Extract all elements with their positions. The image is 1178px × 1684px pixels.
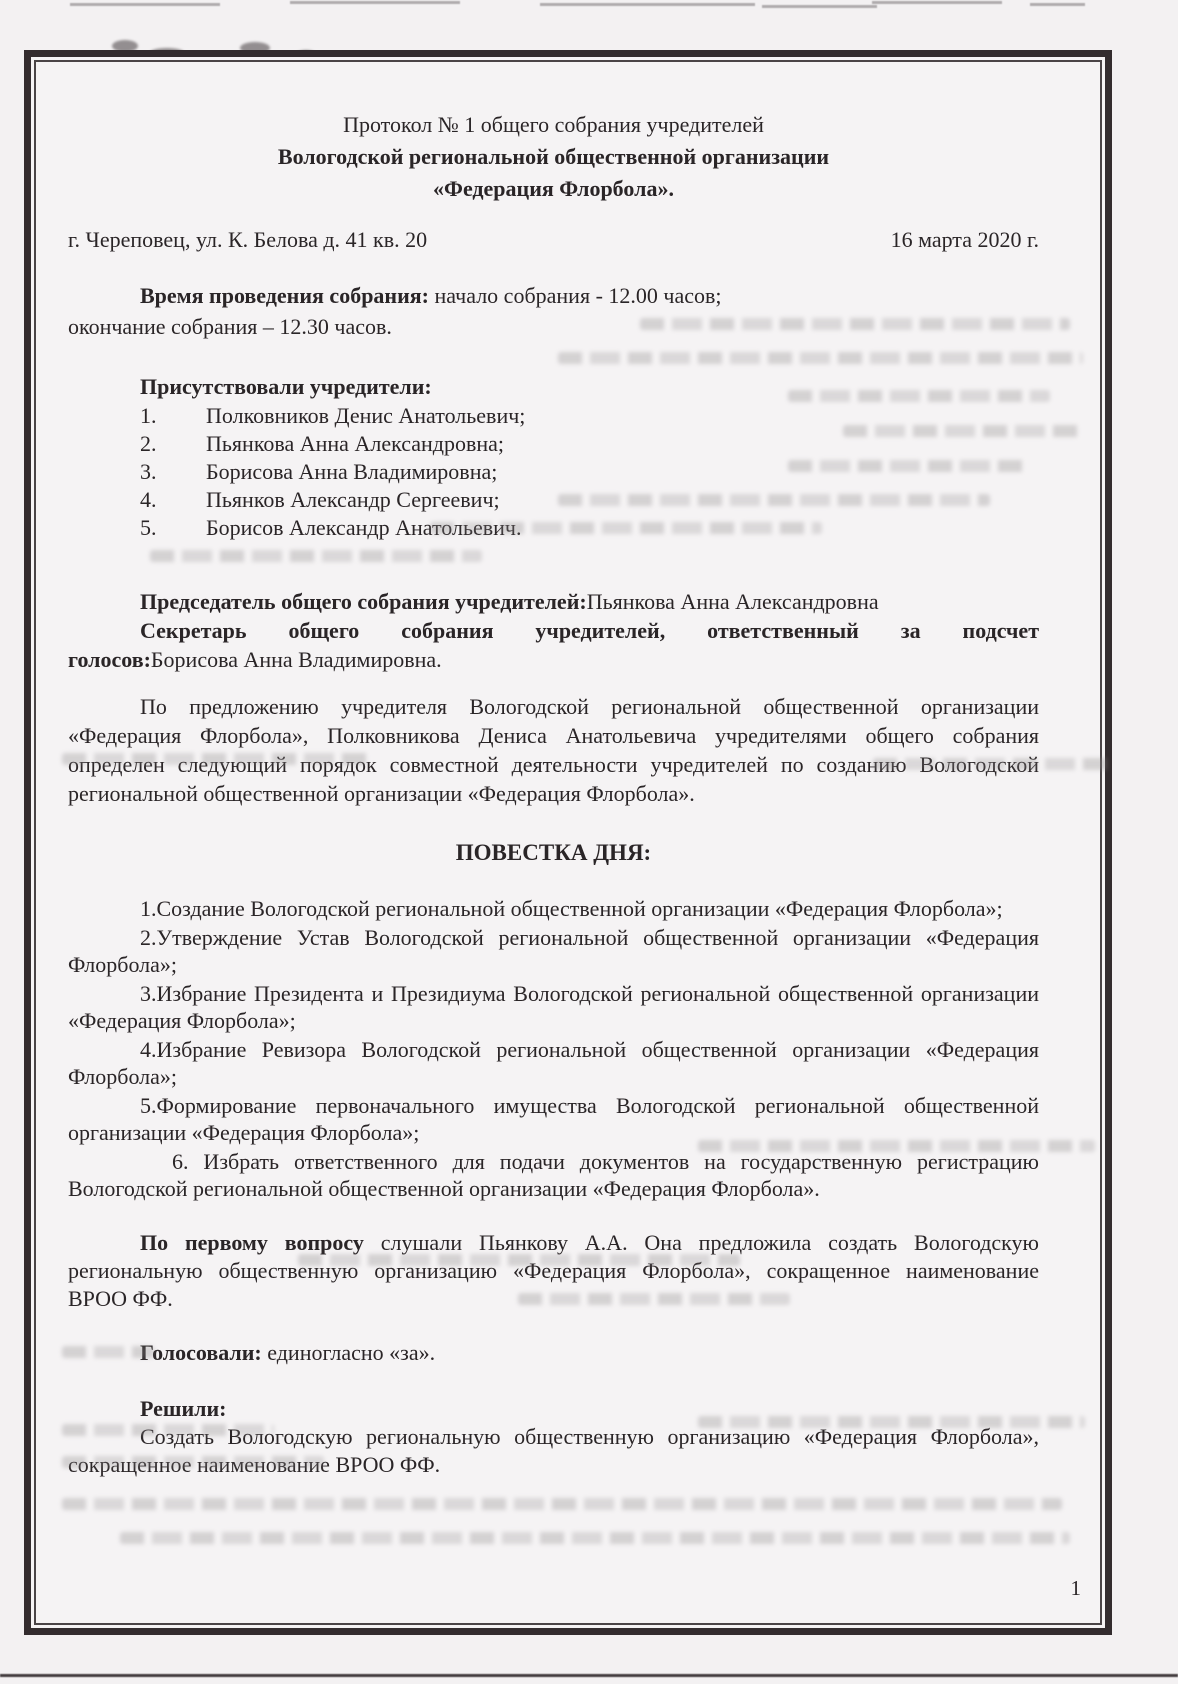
secretary-line1: Секретарь общего собрания учредителей, ответственный за подсчет (140, 618, 1039, 643)
bleed-through-artifact (430, 522, 822, 534)
scan-edge-artifact (872, 1, 1002, 4)
scan-edge-artifact (540, 3, 755, 6)
voting-label: Голосовали: (140, 1339, 262, 1365)
attendee-number: 3. (140, 459, 157, 484)
meeting-date: 16 марта 2020 г. (890, 227, 1039, 252)
bleed-through-artifact (788, 390, 1050, 402)
resolution-text: Создать Вологодскую региональную общественную организацию «Федерация Флорбола», сокращенное наименование ВРОО ФФ. (68, 1423, 1039, 1477)
document-title (68, 109, 1039, 205)
title-line-2: Вологодской региональной общественной организации (277, 144, 830, 169)
bleed-through-artifact (62, 1456, 324, 1468)
agenda-heading: ПОВЕСТКА ДНЯ: (455, 840, 652, 865)
scan-edge-artifact (1030, 3, 1085, 6)
meeting-time-value: начало собрания - 12.00 часов; (429, 283, 722, 308)
agenda-list (68, 895, 1039, 1203)
bleed-through-artifact (873, 758, 1110, 770)
chairman-line (68, 587, 1039, 616)
bleed-through-artifact (62, 1424, 274, 1436)
page-number: 1 (1070, 1576, 1081, 1600)
attendee-number: 4. (140, 487, 157, 512)
bleed-through-artifact (843, 425, 1085, 437)
bleed-through-artifact (698, 1140, 1095, 1152)
scan-edge-artifact (70, 3, 220, 6)
attendee-name: Борисова Анна Владимировна; (206, 459, 498, 484)
bleed-through-artifact (62, 753, 374, 765)
bleed-through-artifact (698, 1416, 1085, 1428)
attendee-number: 1. (140, 403, 157, 428)
meeting-time-line1 (68, 280, 1039, 311)
title-line-1: Протокол № 1 общего собрания учредителей (343, 112, 764, 137)
bleed-through-artifact (640, 318, 1070, 330)
first-question-text: слушали Пьянкову А.А. Она предложила создать Вологодскую региональную общественную организацию «Федерация Флорбола», сокращенное наименование ВРОО ФФ. (68, 1229, 1039, 1311)
meeting-time-label: Время проведения собрания: (140, 283, 430, 308)
agenda-item: 2.Утверждение Устав Вологодской региональной общественной организации «Федерация Флорбола»; (68, 924, 1039, 977)
voting-result: единогласно «за». (261, 1339, 436, 1365)
scan-edge-artifact (762, 5, 877, 8)
agenda-item: 1.Создание Вологодской региональной общественной организации «Федерация Флорбола»; (140, 896, 1003, 921)
scan-edge-line (0, 1674, 1178, 1677)
bleed-through-artifact (62, 1498, 1062, 1510)
attendee-name: Пьянкова Анна Александровна; (206, 431, 505, 456)
place-date-row (68, 225, 1039, 255)
secretary-name: Борисова Анна Владимировна. (150, 647, 442, 672)
resolution-heading: Решили: (140, 1395, 227, 1421)
chairman-name: Пьянкова Анна Александровна (586, 589, 879, 614)
agenda-item: 6. Избрать ответственного для подачи документов на государственную регистрацию Вологодской региональной общественной организации «Федерация Флорбола». (68, 1148, 1039, 1201)
attendees-list (68, 402, 1039, 542)
chairman-label: Председатель общего собрания учредителей: (140, 589, 587, 614)
attendee-name: Полковников Денис Анатольевич; (206, 403, 526, 428)
page-border-frame (24, 50, 1112, 1635)
secretary-line2 (68, 645, 1039, 674)
attendee-number: 5. (140, 515, 157, 540)
attendee-name: Борисов Александр Анатольевич. (206, 515, 522, 540)
agenda-item: 4.Избрание Ревизора Вологодской региональной общественной организации «Федерация Флорбола»; (68, 1036, 1039, 1089)
first-question-lead: По первому вопросу (140, 1229, 364, 1255)
agenda-item: 3.Избрание Президента и Президиума Вологодской региональной общественной организации «Федерация Флорбола»; (68, 980, 1039, 1033)
bleed-through-artifact (150, 550, 482, 562)
attendee-number: 2. (140, 431, 157, 456)
bleed-through-artifact (558, 494, 990, 506)
bleed-through-artifact (518, 1293, 790, 1305)
preamble-paragraph: По предложению учредителя Вологодской региональной общественной организации «Федерация Флорбола», Полковникова Дениса Анатольевича учредителями общего собрания определен следующий порядок совместной деятельности учредителей по созданию Вологодской региональной общественной организации «Федерация Флорбола». (68, 694, 1039, 806)
voting-line (68, 1339, 1039, 1367)
attendee-name: Пьянков Александр Сергеевич; (206, 487, 500, 512)
document-body (31, 57, 1105, 1628)
agenda-item: 5.Формирование первоначального имущества Вологодской региональной общественной организации «Федерация Флорбола»; (68, 1092, 1039, 1145)
scan-edge-artifact (290, 1, 460, 4)
bleed-through-artifact (62, 1346, 154, 1358)
attendees-heading: Присутствовали учредители: (140, 374, 432, 399)
meeting-time-line2: окончание собрания – 12.30 часов. (68, 314, 392, 339)
bleed-through-artifact (120, 1532, 1070, 1544)
bleed-through-artifact (558, 352, 1083, 364)
title-line-3: «Федерация Флорбола». (433, 176, 674, 201)
bleed-through-artifact (298, 1254, 740, 1266)
meeting-place: г. Череповец, ул. К. Белова д. 41 кв. 20 (68, 227, 428, 252)
bleed-through-artifact (788, 460, 1030, 472)
secretary-label: голосов: (68, 647, 151, 672)
